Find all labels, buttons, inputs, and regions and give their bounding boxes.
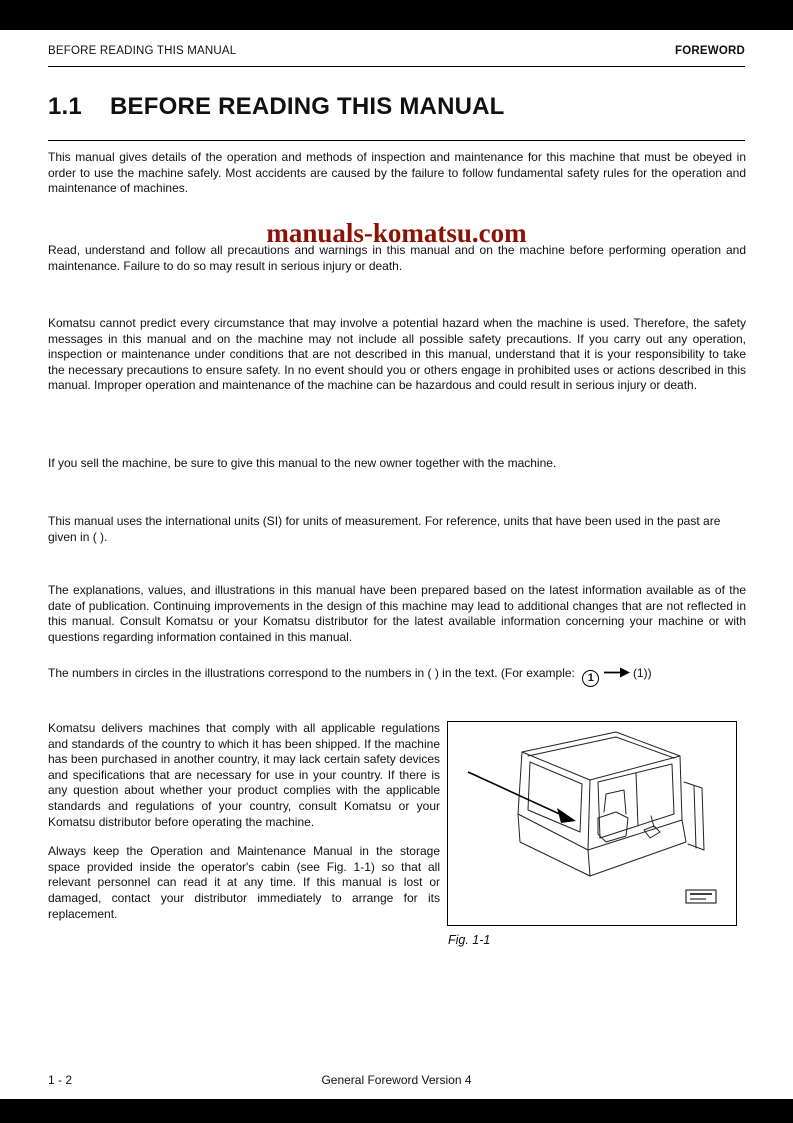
body-paragraph: Komatsu delivers machines that comply with all applicable regulations and standards of the country to which it has been shipped. If the machine has been purchased in another country, it may lack certain safety devices and specifications that are necessary for use in your country. If there is any question about whether your product complies with the applicable standards and regulations of your country, consult Komatsu or your Komatsu distributor before operating the machine. xyxy=(48,721,440,829)
scan-edge-bottom xyxy=(0,1099,793,1123)
body-paragraph: Komatsu cannot predict every circumstance that may involve a potential hazard when the machine is used. Therefore, the safety messages in this manual and on the machine may not include all possible safety precautions. If you carry out any operation, inspection or maintenance under conditions that are not described in this manual, understand that it is your responsibility to take the necessary precautions to ensure safety. In no event should you or others engage in prohibited uses or actions described in this manual. Improper operation and maintenance of the machine can be hazardous and could result in serious injury or death. xyxy=(48,316,746,393)
operator-cab-illustration xyxy=(448,722,736,925)
circled-number-icon: 1 xyxy=(582,670,599,687)
header-chapter-label: FOREWORD xyxy=(675,45,745,57)
body-paragraph: This manual uses the international units (SI) for units of measurement. For reference, units that have been used in the past are given in ( ). xyxy=(48,514,721,544)
manual-storage-arrow xyxy=(468,772,576,823)
figure-plate-label xyxy=(686,890,716,903)
body-paragraph: Always keep the Operation and Maintenance Manual in the storage space provided inside the operator's cabin (see Fig. 1-1) so that all relevant personnel can read it at any time. If this manual is lost or damaged, contact your distributor immediately to arrange for its replacement. xyxy=(48,844,440,921)
title-divider xyxy=(48,140,745,141)
example-lead-text: The numbers in circles in the illustrations correspond to the numbers in ( ) in the text. (For example: xyxy=(48,666,575,680)
figure-caption: Fig. 1-1 xyxy=(448,933,491,947)
arrow-right-icon xyxy=(604,667,630,678)
example-tail-text: (1)) xyxy=(632,666,652,680)
body-paragraph: Read, understand and follow all precautions and warnings in this manual and on the machine before performing operation and maintenance. Failure to do so may result in serious injury or death. xyxy=(48,243,746,273)
header-divider xyxy=(48,66,745,67)
body-paragraph: The explanations, values, and illustrations in this manual have been prepared based on the latest information available as of the date of publication. Continuing improvements in the design of this machine may lead to additional changes that are not reflected in this manual. Consult Komatsu or your Komatsu distributor for the latest available information concerning your machine or with questions regarding information contained in this manual. xyxy=(48,583,746,644)
body-paragraph: This manual gives details of the operation and methods of inspection and maintenance for this machine that must be obeyed in order to use the machine safely. Most accidents are caused by the failure to follow fundamental safety rules for the operation and maintenance of machines. xyxy=(48,150,746,196)
scan-edge-top xyxy=(0,0,793,30)
footer-page-number: 1 - 2 xyxy=(48,1073,73,1087)
section-number: 1.1 xyxy=(48,93,82,120)
watermark-text: manuals-komatsu.com xyxy=(266,218,527,248)
section-title xyxy=(48,93,745,121)
figure-1-1-box xyxy=(447,721,737,926)
body-paragraph: If you sell the machine, be sure to give this manual to the new owner together with the machine. xyxy=(48,456,557,470)
circled-number-example-paragraph xyxy=(48,666,746,687)
header-section-label: BEFORE READING THIS MANUAL xyxy=(48,45,237,57)
left-text-column xyxy=(48,721,440,922)
page-header xyxy=(48,45,745,57)
section-heading-text: BEFORE READING THIS MANUAL xyxy=(110,93,505,120)
footer-document-title: General Foreword Version 4 xyxy=(321,1073,472,1087)
